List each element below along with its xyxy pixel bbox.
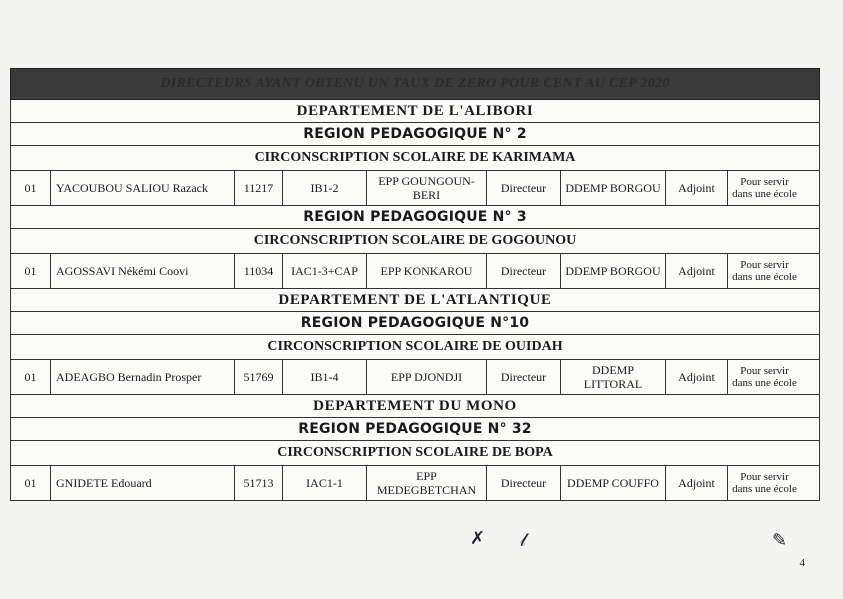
circonscription-heading: CIRCONSCRIPTION SCOLAIRE DE OUIDAH — [10, 335, 820, 360]
row-number: 01 — [11, 171, 51, 205]
status: Adjoint — [666, 171, 728, 205]
circonscription-heading: CIRCONSCRIPTION SCOLAIRE DE BOPA — [10, 441, 820, 466]
table-row — [10, 360, 820, 395]
grade: IAC1-3+CAP — [283, 254, 367, 288]
director-name: GNIDETE Edouard — [51, 466, 235, 500]
director-name: YACOUBOU SALIOU Razack — [51, 171, 235, 205]
matricule: 51769 — [235, 360, 283, 394]
function: Directeur — [487, 466, 561, 500]
table-row — [10, 254, 820, 289]
region-heading: REGION PEDAGOGIQUE N°10 — [10, 312, 820, 335]
school: EPP KONKAROU — [367, 254, 487, 288]
director-name: ADEAGBO Bernadin Prosper — [51, 360, 235, 394]
function: Directeur — [487, 360, 561, 394]
matricule: 51713 — [235, 466, 283, 500]
circonscription-heading: CIRCONSCRIPTION SCOLAIRE DE GOGOUNOU — [10, 229, 820, 254]
table-row — [10, 466, 820, 501]
region-heading: REGION PEDAGOGIQUE N° 32 — [10, 418, 820, 441]
school: EPP MEDEGBETCHAN — [367, 466, 487, 500]
status: Adjoint — [666, 360, 728, 394]
region-heading: REGION PEDAGOGIQUE N° 2 — [10, 123, 820, 146]
circonscription-heading: CIRCONSCRIPTION SCOLAIRE DE KARIMAMA — [10, 146, 820, 171]
department-heading: DEPARTEMENT DU MONO — [10, 395, 820, 418]
initials-mark: ✗ — [470, 528, 486, 549]
grade: IAC1-1 — [283, 466, 367, 500]
row-number: 01 — [11, 254, 51, 288]
school: EPP DJONDJI — [367, 360, 487, 394]
page-number: 4 — [799, 557, 805, 569]
table-title-bar — [10, 68, 820, 100]
matricule: 11217 — [235, 171, 283, 205]
matricule: 11034 — [235, 254, 283, 288]
grade: IB1-2 — [283, 171, 367, 205]
reason: Pour servir dans une école — [732, 259, 797, 283]
status: Adjoint — [666, 254, 728, 288]
assignment: DDEMP BORGOU — [561, 171, 666, 205]
grade: IB1-4 — [283, 360, 367, 394]
function: Directeur — [487, 254, 561, 288]
initials-mark: ✎ — [772, 530, 788, 551]
region-heading: REGION PEDAGOGIQUE N° 3 — [10, 206, 820, 229]
reason: Pour servir dans une école — [732, 471, 797, 495]
table-row — [10, 171, 820, 206]
initials-mark: 𝓁 — [520, 530, 526, 551]
function: Directeur — [487, 171, 561, 205]
assignment: DDEMP LITTORAL — [561, 360, 666, 394]
reason: Pour servir dans une école — [732, 176, 797, 200]
reason: Pour servir dans une école — [732, 365, 797, 389]
assignment: DDEMP COUFFO — [561, 466, 666, 500]
school: EPP GOUNGOUN-BERI — [367, 171, 487, 205]
row-number: 01 — [11, 360, 51, 394]
department-heading: DEPARTEMENT DE L'ALIBORI — [10, 100, 820, 123]
row-number: 01 — [11, 466, 51, 500]
department-heading: DEPARTEMENT DE L'ATLANTIQUE — [10, 289, 820, 312]
document-table — [10, 68, 820, 501]
assignment: DDEMP BORGOU — [561, 254, 666, 288]
director-name: AGOSSAVI Nékémi Coovi — [51, 254, 235, 288]
status: Adjoint — [666, 466, 728, 500]
table-title: DIRECTEURS AYANT OBTENU UN TAUX DE ZERO POUR CENT AU CEP 2020 — [160, 76, 670, 91]
